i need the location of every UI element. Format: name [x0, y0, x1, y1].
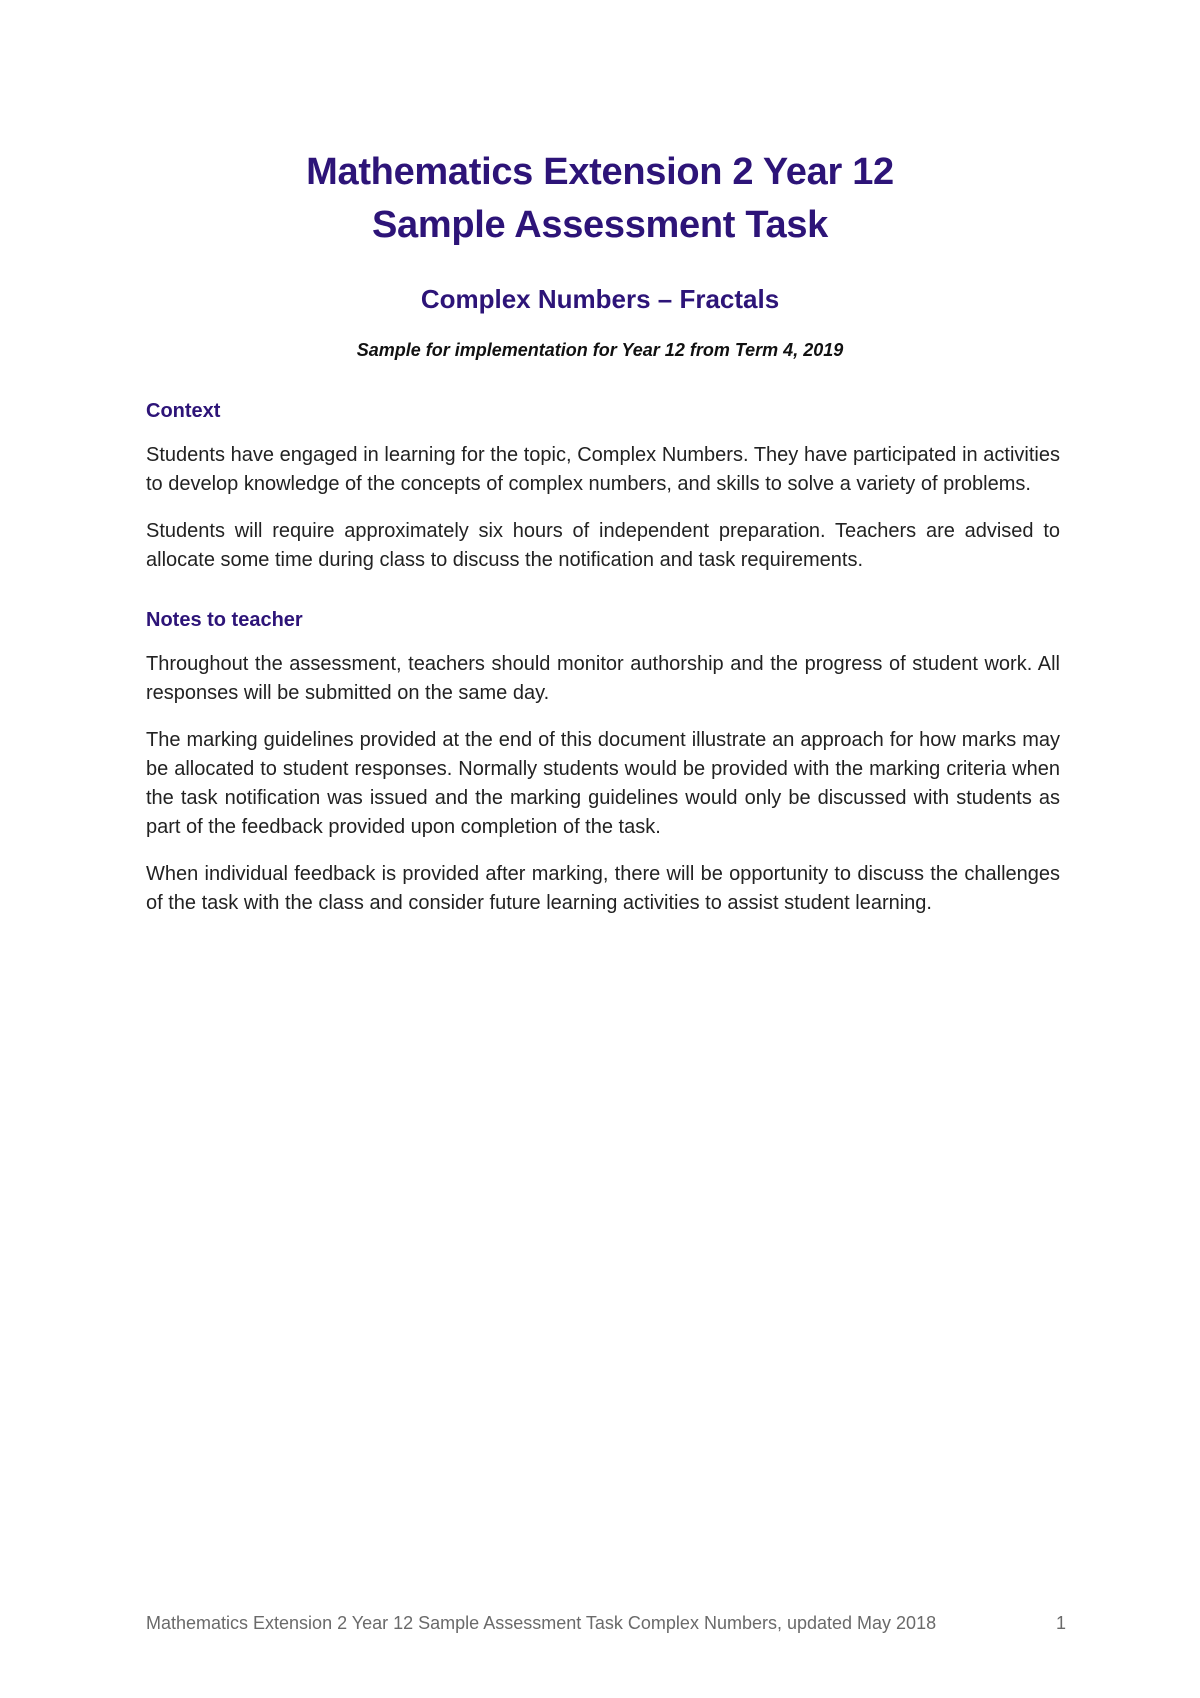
- context-paragraph: Students have engaged in learning for the topic, Complex Numbers. They have participated in activities to develop knowledge of the concepts of complex numbers, and skills to solve a variety of problems.: [146, 444, 1060, 495]
- notes-paragraph: When individual feedback is provided after marking, there will be opportunity to discuss the challenges of the task with the class and consider future learning activities to assist student learning.: [146, 863, 1060, 914]
- notes-heading: Notes to teacher: [146, 609, 303, 631]
- title-line-1: Mathematics Extension 2 Year 12: [306, 151, 894, 193]
- footer-text: Mathematics Extension 2 Year 12 Sample Assessment Task Complex Numbers, updated May 2018: [146, 1613, 937, 1633]
- context-heading: Context: [146, 400, 221, 422]
- title-line-2: Sample Assessment Task: [372, 204, 828, 246]
- page-number: 1: [1055, 1613, 1066, 1633]
- document-body: [146, 398, 1060, 918]
- context-paragraph: Students will require approximately six hours of independent preparation. Teachers are advised to allocate some time during class to discuss the notification and task requirements.: [146, 520, 1060, 571]
- document-subtitle: Complex Numbers – Fractals: [420, 284, 780, 314]
- notes-paragraph: The marking guidelines provided at the end of this document illustrate an approach for how marks may be allocated to student responses. Normally students would be provided with the marking criteria when the task notification was issued and the marking guidelines would only be discussed with students as part of the feedback provided upon completion of the task.: [146, 729, 1060, 838]
- notes-paragraph: Throughout the assessment, teachers should monitor authorship and the progress of student work. All responses will be submitted on the same day.: [146, 653, 1060, 704]
- document-title: [0, 146, 1200, 252]
- implementation-note: Sample for implementation for Year 12 from Term 4, 2019: [356, 340, 844, 360]
